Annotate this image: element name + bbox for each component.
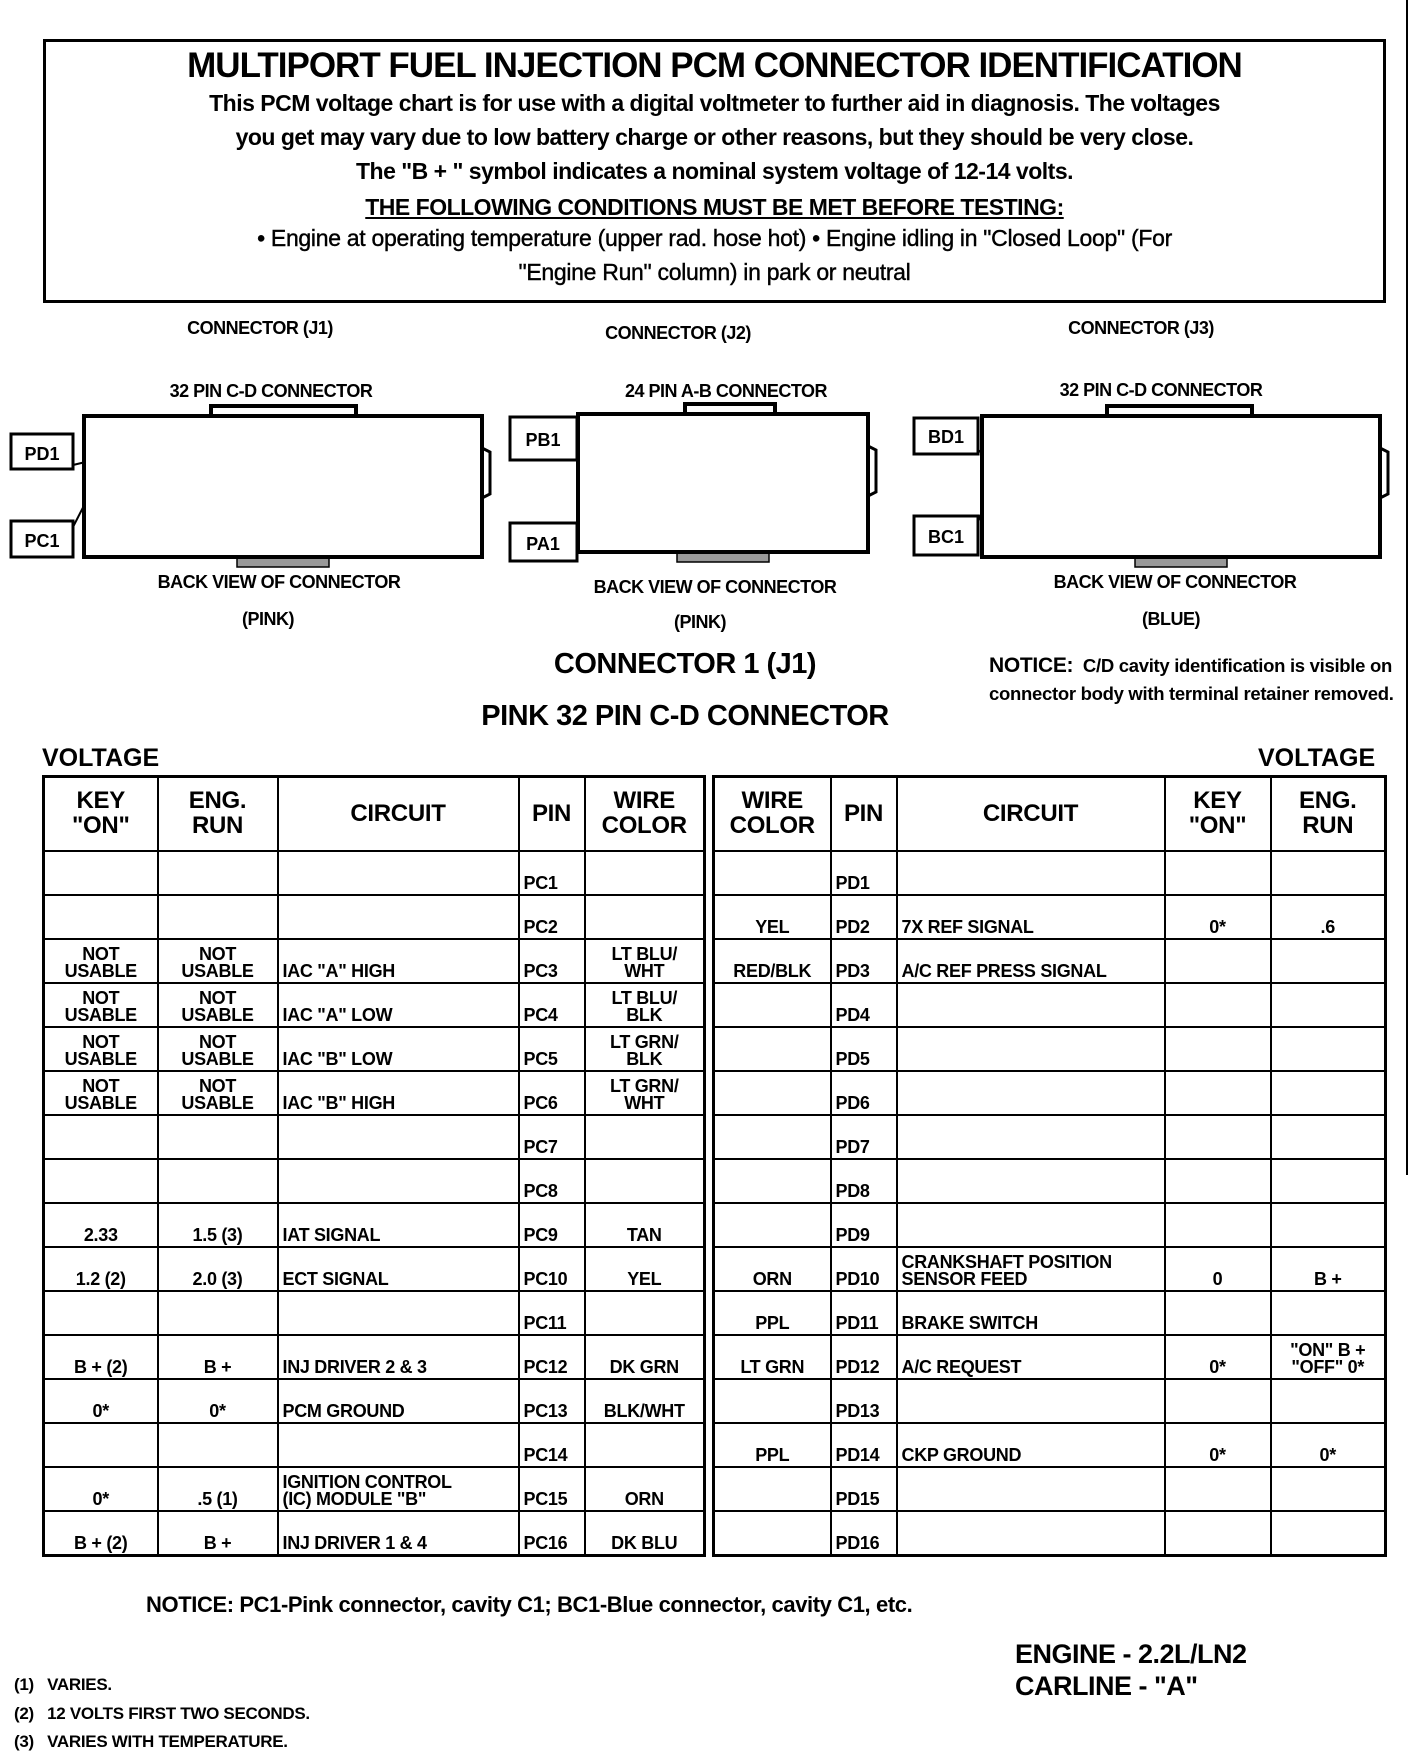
table-cell: ORN — [714, 1247, 831, 1291]
table-cell: NOT USABLE — [158, 1071, 278, 1115]
table-cell: NOT USABLE — [158, 983, 278, 1027]
table-cell: PC14 — [519, 1423, 585, 1467]
page-title: MULTIPORT FUEL INJECTION PCM CONNECTOR IDENTIFICATION — [187, 46, 1242, 85]
table-cell: .5 (1) — [158, 1467, 278, 1511]
table-cell — [1165, 1379, 1271, 1423]
footnote-3: (3) VARIES WITH TEMPERATURE. — [14, 1732, 288, 1751]
table-row — [714, 851, 1386, 895]
table-cell: YEL — [585, 1247, 705, 1291]
table-cell: PD1 — [831, 851, 897, 895]
table-row — [44, 1467, 705, 1511]
table-cell: 0* — [158, 1379, 278, 1423]
table-cell: 0* — [44, 1467, 158, 1511]
table-row — [44, 1027, 705, 1071]
connector-j2-title: CONNECTOR (J2) — [605, 323, 751, 343]
table-cell: RED/BLK — [714, 939, 831, 983]
table-cell — [897, 1203, 1165, 1247]
table-cell — [897, 1511, 1165, 1556]
table-cell — [158, 851, 278, 895]
table-cell — [897, 983, 1165, 1027]
table-cell — [1165, 1159, 1271, 1203]
connector-j2-bottom-pin-label: PA1 — [526, 534, 560, 554]
footnote-1: (1) VARIES. — [14, 1675, 112, 1694]
section-subtitle: PINK 32 PIN C-D CONNECTOR — [481, 700, 889, 732]
table-cell: 1.2 (2) — [44, 1247, 158, 1291]
column-header: KEY "ON" — [1165, 777, 1271, 852]
connector-j3-color: (BLUE) — [1142, 609, 1200, 629]
table-cell: PCM GROUND — [278, 1379, 519, 1423]
table-cell: PD2 — [831, 895, 897, 939]
table-cell: PD16 — [831, 1511, 897, 1556]
table-cell: PC15 — [519, 1467, 585, 1511]
table-cell — [278, 1423, 519, 1467]
table-cell — [44, 1159, 158, 1203]
table-cell: PC4 — [519, 983, 585, 1027]
table-cell — [714, 1511, 831, 1556]
table-cell: NOT USABLE — [44, 983, 158, 1027]
column-header: PIN — [831, 777, 897, 852]
table-cell — [585, 1115, 705, 1159]
column-header: CIRCUIT — [278, 777, 519, 852]
engine-label: ENGINE - 2.2L/LN2 — [1015, 1639, 1247, 1669]
table-cell — [44, 1115, 158, 1159]
table-cell: LT GRN/ WHT — [585, 1071, 705, 1115]
table-cell: NOT USABLE — [158, 939, 278, 983]
table-cell: PD6 — [831, 1071, 897, 1115]
table-row — [714, 895, 1386, 939]
table-cell — [585, 851, 705, 895]
connector-j1-color: (PINK) — [242, 609, 294, 629]
column-header: WIRE COLOR — [714, 777, 831, 852]
table-cell: ECT SIGNAL — [278, 1247, 519, 1291]
column-header: WIRE COLOR — [585, 777, 705, 852]
table-cell: PC6 — [519, 1071, 585, 1115]
table-cell — [1271, 1071, 1386, 1115]
table-row — [44, 1291, 705, 1335]
column-header: ENG. RUN — [1271, 777, 1386, 852]
table-cell: IAC "B" LOW — [278, 1027, 519, 1071]
table-cell: INJ DRIVER 1 & 4 — [278, 1511, 519, 1556]
table-row — [714, 983, 1386, 1027]
table-cell — [1165, 1203, 1271, 1247]
table-cell: A/C REQUEST — [897, 1335, 1165, 1379]
table-cell — [1165, 1511, 1271, 1556]
table-cell — [1271, 1467, 1386, 1511]
table-cell — [278, 851, 519, 895]
table-cell — [44, 1423, 158, 1467]
table-cell: PC9 — [519, 1203, 585, 1247]
table-cell — [44, 851, 158, 895]
table-row — [714, 1159, 1386, 1203]
table-row — [714, 1467, 1386, 1511]
table-cell: PD11 — [831, 1291, 897, 1335]
table-cell: BLK/WHT — [585, 1379, 705, 1423]
table-cell — [158, 895, 278, 939]
pc-pin-table — [42, 775, 706, 1557]
connector-body — [84, 416, 482, 557]
table-cell: IGNITION CONTROL (IC) MODULE "B" — [278, 1467, 519, 1511]
carline-label: CARLINE - "A" — [1015, 1671, 1198, 1701]
voltage-label-left: VOLTAGE — [42, 744, 160, 772]
table-row — [714, 1379, 1386, 1423]
table-cell — [897, 1467, 1165, 1511]
table-cell: PC10 — [519, 1247, 585, 1291]
table-row — [714, 1247, 1386, 1291]
table-cell — [1165, 1115, 1271, 1159]
connector-j3-top-pin-label: BD1 — [927, 427, 965, 447]
connector-j1-type: 32 PIN C-D CONNECTOR — [169, 381, 373, 401]
table-cell — [278, 1159, 519, 1203]
table-cell: PD7 — [831, 1115, 897, 1159]
table-cell: PC2 — [519, 895, 585, 939]
table-cell — [585, 895, 705, 939]
table-cell — [897, 851, 1165, 895]
table-cell: PD3 — [831, 939, 897, 983]
table-cell — [158, 1159, 278, 1203]
table-cell: LT BLU/ BLK — [585, 983, 705, 1027]
table-cell: DK GRN — [585, 1335, 705, 1379]
table-cell: IAT SIGNAL — [278, 1203, 519, 1247]
table-cell — [1165, 1467, 1271, 1511]
table-cell — [1165, 1291, 1271, 1335]
table-cell: NOT USABLE — [44, 939, 158, 983]
table-row — [44, 939, 705, 983]
table-cell: BRAKE SWITCH — [897, 1291, 1165, 1335]
table-cell — [1271, 1159, 1386, 1203]
table-cell — [1271, 939, 1386, 983]
table-cell: "ON" B + "OFF" 0* — [1271, 1335, 1386, 1379]
conditions-heading: THE FOLLOWING CONDITIONS MUST BE MET BEFORE TESTING: — [365, 194, 1064, 220]
table-cell: PC11 — [519, 1291, 585, 1335]
table-cell: IAC "B" HIGH — [278, 1071, 519, 1115]
table-cell: 2.33 — [44, 1203, 158, 1247]
table-cell — [1165, 1071, 1271, 1115]
table-cell: LT BLU/ WHT — [585, 939, 705, 983]
table-cell: B + — [158, 1335, 278, 1379]
table-cell — [1165, 983, 1271, 1027]
table-row — [44, 1159, 705, 1203]
table-cell — [158, 1115, 278, 1159]
table-cell: 0* — [1165, 895, 1271, 939]
table-cell — [897, 1159, 1165, 1203]
table-cell — [1271, 1203, 1386, 1247]
intro-line: The "B + " symbol indicates a nominal system voltage of 12-14 volts. — [355, 158, 1073, 184]
table-cell — [1165, 1027, 1271, 1071]
condition-line: • Engine at operating temperature (upper rad. hose hot) • Engine idling in "Closed Loop" (For — [257, 225, 1172, 251]
table-cell — [714, 983, 831, 1027]
table-cell: PC5 — [519, 1027, 585, 1071]
table-cell: PD10 — [831, 1247, 897, 1291]
table-cell: PD15 — [831, 1467, 897, 1511]
table-row — [44, 1379, 705, 1423]
table-cell — [714, 851, 831, 895]
table-cell — [1271, 1027, 1386, 1071]
table-cell: B + — [158, 1511, 278, 1556]
table-row — [714, 1511, 1386, 1556]
table-cell: CRANKSHAFT POSITION SENSOR FEED — [897, 1247, 1165, 1291]
connector-j1-title: CONNECTOR (J1) — [187, 318, 333, 338]
table-cell: 0* — [1165, 1423, 1271, 1467]
table-cell — [278, 1115, 519, 1159]
pd-pin-table — [712, 775, 1387, 1557]
connector-body — [982, 416, 1380, 557]
table-cell: 0 — [1165, 1247, 1271, 1291]
connector-j3-bottom-pin-label: BC1 — [927, 527, 965, 547]
table-cell — [714, 1027, 831, 1071]
connector-j3-type: 32 PIN C-D CONNECTOR — [1059, 380, 1263, 400]
table-cell: PPL — [714, 1423, 831, 1467]
table-cell: PC1 — [519, 851, 585, 895]
table-cell — [897, 1027, 1165, 1071]
table-cell: PC13 — [519, 1379, 585, 1423]
table-cell — [158, 1291, 278, 1335]
table-cell: PC3 — [519, 939, 585, 983]
table-cell: INJ DRIVER 2 & 3 — [278, 1335, 519, 1379]
table-cell: DK BLU — [585, 1511, 705, 1556]
table-cell: 0* — [1165, 1335, 1271, 1379]
table-cell: IAC "A" LOW — [278, 983, 519, 1027]
table-cell: PD12 — [831, 1335, 897, 1379]
table-row — [44, 1203, 705, 1247]
table-row — [714, 1071, 1386, 1115]
table-row — [44, 1511, 705, 1556]
connector-j2-top-pin-label: PB1 — [525, 430, 561, 450]
table-row — [44, 1115, 705, 1159]
table-cell: YEL — [714, 895, 831, 939]
table-cell — [1165, 939, 1271, 983]
notice-text: C/D cavity identification is visible on connector body with terminal retainer removed. — [989, 655, 1394, 704]
table-row — [714, 1115, 1386, 1159]
table-cell: 1.5 (3) — [158, 1203, 278, 1247]
column-header: KEY "ON" — [44, 777, 158, 852]
table-cell: 0* — [1271, 1423, 1386, 1467]
table-cell: LT GRN/ BLK — [585, 1027, 705, 1071]
table-cell — [714, 1203, 831, 1247]
voltage-label-right: VOLTAGE — [1258, 744, 1376, 772]
table-row — [44, 1335, 705, 1379]
table-cell — [1271, 1291, 1386, 1335]
table-cell: PD4 — [831, 983, 897, 1027]
table-cell — [714, 1379, 831, 1423]
table-row — [44, 983, 705, 1027]
table-row — [44, 1247, 705, 1291]
table-cell: TAN — [585, 1203, 705, 1247]
connector-j3-view: BACK VIEW OF CONNECTOR — [1053, 572, 1297, 592]
table-cell — [714, 1115, 831, 1159]
table-row — [44, 1423, 705, 1467]
table-row — [714, 1335, 1386, 1379]
table-cell: .6 — [1271, 895, 1386, 939]
connector-j2-type: 24 PIN A-B CONNECTOR — [624, 381, 828, 401]
table-cell — [44, 1291, 158, 1335]
table-cell — [1271, 851, 1386, 895]
table-cell: B + (2) — [44, 1511, 158, 1556]
table-row — [714, 939, 1386, 983]
table-cell: PD8 — [831, 1159, 897, 1203]
condition-line: "Engine Run" column) in park or neutral — [518, 259, 911, 285]
cavity-notice — [989, 652, 1409, 708]
table-cell — [714, 1071, 831, 1115]
table-cell: PC7 — [519, 1115, 585, 1159]
table-cell — [278, 1291, 519, 1335]
table-cell: NOT USABLE — [44, 1071, 158, 1115]
table-cell: B + (2) — [44, 1335, 158, 1379]
table-row — [44, 1071, 705, 1115]
table-cell — [1271, 1379, 1386, 1423]
table-cell — [1271, 1511, 1386, 1556]
column-header: CIRCUIT — [897, 777, 1165, 852]
connector-j1-top-pin-label: PD1 — [24, 444, 60, 464]
table-cell: ORN — [585, 1467, 705, 1511]
connector-j2-view: BACK VIEW OF CONNECTOR — [593, 577, 837, 597]
table-cell: 2.0 (3) — [158, 1247, 278, 1291]
table-cell — [44, 895, 158, 939]
table-cell: 0* — [44, 1379, 158, 1423]
table-row — [44, 895, 705, 939]
intro-line: you get may vary due to low battery charge or other reasons, but they should be very close. — [235, 124, 1194, 150]
table-cell: PD5 — [831, 1027, 897, 1071]
table-cell — [1271, 1115, 1386, 1159]
connector-body — [578, 414, 868, 552]
table-cell — [714, 1467, 831, 1511]
table-cell: NOT USABLE — [158, 1027, 278, 1071]
table-cell: A/C REF PRESS SIGNAL — [897, 939, 1165, 983]
bottom-notice: NOTICE: PC1-Pink connector, cavity C1; BC1-Blue connector, cavity C1, etc. — [146, 1592, 913, 1617]
table-cell: IAC "A" HIGH — [278, 939, 519, 983]
column-header: ENG. RUN — [158, 777, 278, 852]
table-cell: LT GRN — [714, 1335, 831, 1379]
table-cell — [1271, 983, 1386, 1027]
table-row — [714, 1027, 1386, 1071]
table-cell — [278, 895, 519, 939]
intro-line: This PCM voltage chart is for use with a digital voltmeter to further aid in diagnosis. The voltages — [209, 90, 1220, 116]
table-cell: PC8 — [519, 1159, 585, 1203]
connector-j3-title: CONNECTOR (J3) — [1068, 318, 1214, 338]
table-cell — [585, 1423, 705, 1467]
table-cell — [1165, 851, 1271, 895]
table-row — [714, 1203, 1386, 1247]
table-cell: CKP GROUND — [897, 1423, 1165, 1467]
section-title: CONNECTOR 1 (J1) — [553, 648, 817, 680]
table-row — [714, 1291, 1386, 1335]
footnote-2: (2) 12 VOLTS FIRST TWO SECONDS. — [14, 1704, 310, 1723]
notice-label: NOTICE: — [989, 654, 1074, 677]
table-cell: NOT USABLE — [44, 1027, 158, 1071]
connector-j1-view: BACK VIEW OF CONNECTOR — [157, 572, 401, 592]
table-cell — [714, 1159, 831, 1203]
table-cell: 7X REF SIGNAL — [897, 895, 1165, 939]
table-cell: PC16 — [519, 1511, 585, 1556]
connector-j1-bottom-pin-label: PC1 — [24, 531, 60, 551]
connector-j2-color: (PINK) — [674, 612, 726, 632]
table-cell: PPL — [714, 1291, 831, 1335]
column-header: PIN — [519, 777, 585, 852]
table-cell: PD13 — [831, 1379, 897, 1423]
table-cell — [897, 1115, 1165, 1159]
connector-diagrams — [0, 0, 1424, 700]
table-cell — [897, 1071, 1165, 1115]
table-row — [44, 851, 705, 895]
table-cell — [158, 1423, 278, 1467]
table-row — [714, 1423, 1386, 1467]
table-cell — [585, 1291, 705, 1335]
table-cell: B + — [1271, 1247, 1386, 1291]
table-cell: PD14 — [831, 1423, 897, 1467]
table-cell — [585, 1159, 705, 1203]
table-cell: PD9 — [831, 1203, 897, 1247]
table-cell: PC12 — [519, 1335, 585, 1379]
table-cell — [897, 1379, 1165, 1423]
